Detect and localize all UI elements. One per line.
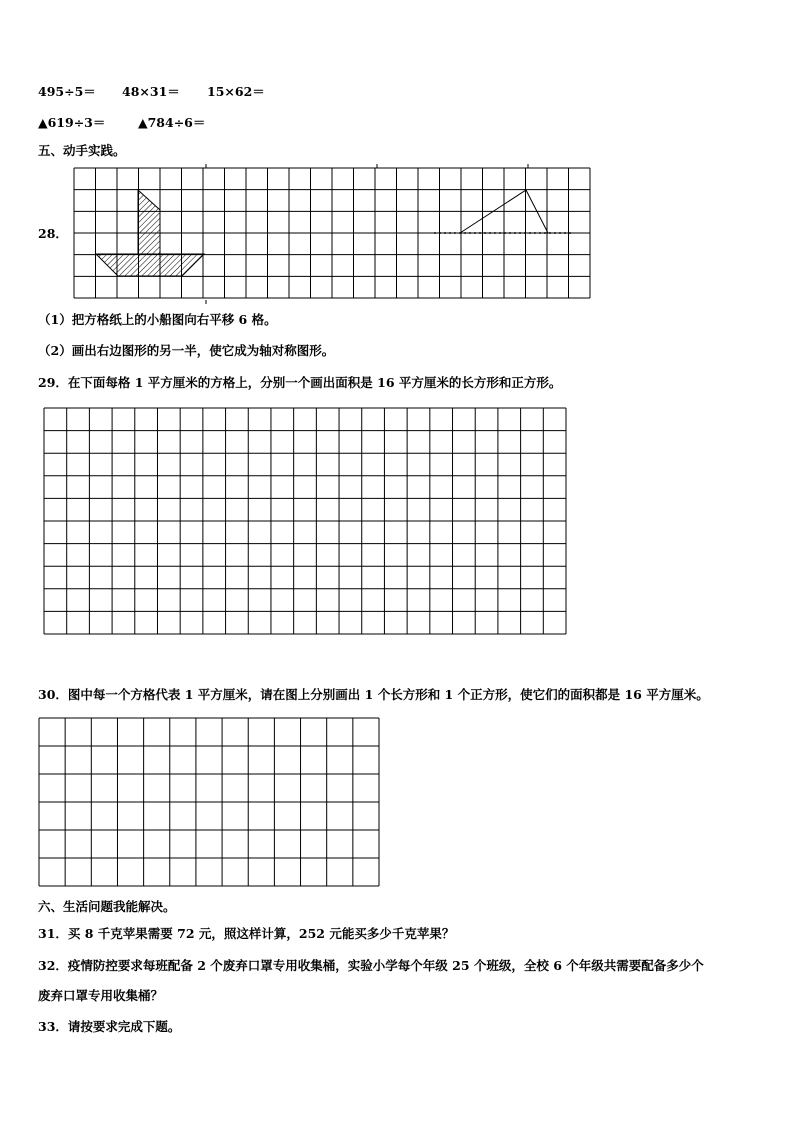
section-six-heading: 六、生活问题我能解决。 (38, 899, 176, 914)
boat-hull-shape (96, 254, 204, 276)
question-28-part1: （1）把方格纸上的小船图向右平移 6 格。 (38, 312, 277, 327)
arith-item: ▲619÷3＝ (38, 115, 106, 130)
arith-item: 495÷5＝ (38, 84, 96, 99)
grid-30-svg (39, 718, 381, 888)
question-29-grid (44, 408, 568, 636)
arith-item: 15×62＝ (207, 84, 265, 99)
section-five-heading: 五、动手实践。 (38, 143, 126, 158)
question-31-text: 31．买 8 千克苹果需要 72 元，照这样计算，252 元能买多少千克苹果？ (38, 926, 455, 941)
question-29-text: 29．在下面每格 1 平方厘米的方格上，分别一个画出面积是 16 平方厘米的长方形和正方形。 (38, 375, 562, 390)
question-30-text: 30．图中每一个方格代表 1 平方厘米，请在图上分别画出 1 个长方形和 1 个正方形，使它们的面积都是 16 平方厘米。 (38, 687, 709, 702)
question-33-text: 33．请按要求完成下题。 (38, 1019, 181, 1034)
grid-29-svg (44, 408, 568, 636)
grid-28-svg (74, 168, 594, 300)
question-32-text: 32．疫情防控要求每班配备 2 个废弃口罩专用收集桶，实验小学每个年级 25 个班级，全校 6 个年级共需要配备多少个 (38, 958, 704, 973)
question-28-grid (74, 168, 594, 300)
question-30-grid (39, 718, 381, 888)
boat-sail-shape (138, 190, 160, 254)
arith-item: 48×31＝ (122, 84, 180, 99)
question-32-text-cont: 废弃口罩专用收集桶？ (38, 988, 164, 1003)
question-28-number: 28． (38, 226, 68, 241)
question-28-part2: （2）画出右边图形的另一半，使它成为轴对称图形。 (38, 343, 335, 358)
arith-item: ▲784÷6＝ (138, 115, 206, 130)
